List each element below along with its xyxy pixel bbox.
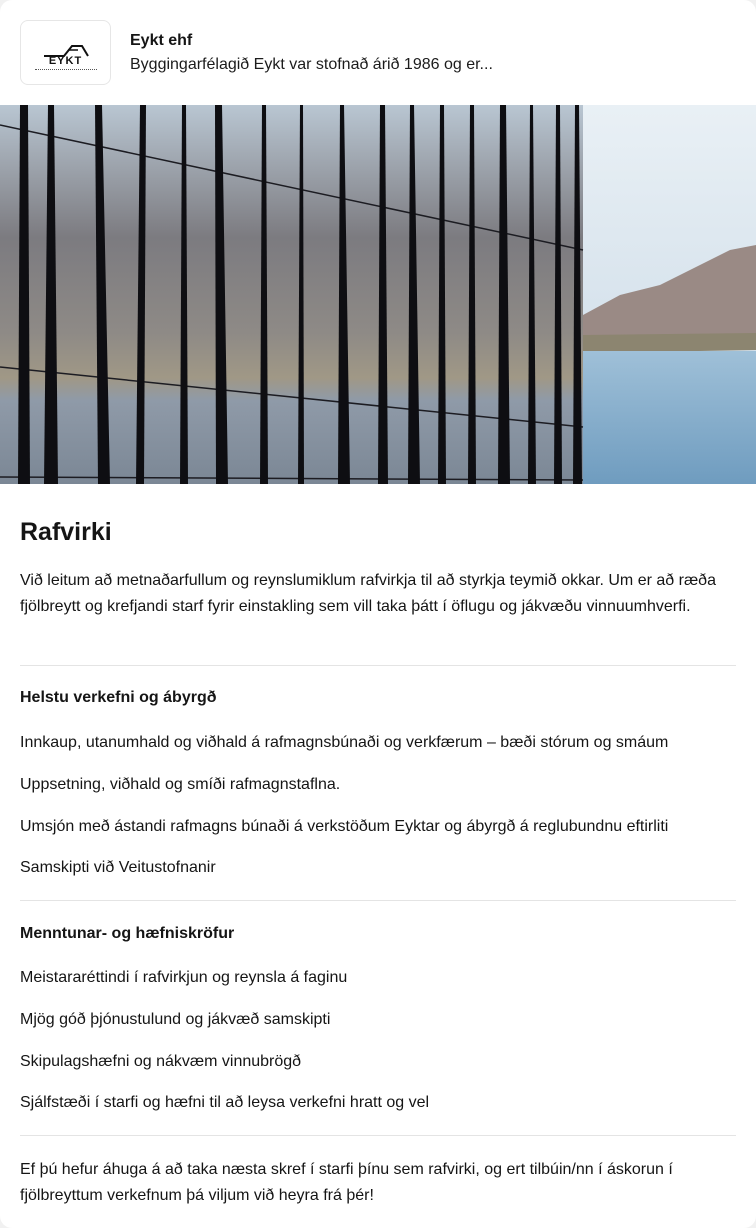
logo-wordmark: EYKT [48,55,83,67]
company-logo[interactable] [20,20,111,85]
company-header[interactable] [0,0,756,105]
job-title: Rafvirki [20,518,112,546]
company-description: Byggingarfélagið Eykt var stofnað árið 1986 og er... [130,56,493,73]
responsibility-item: Umsjón með ástandi rafmagns búnaði á verkstöðum Eyktar og ábyrgð á reglubundnu eftirliti [20,818,669,835]
section-divider [20,665,736,666]
responsibilities-heading: Helstu verkefni og ábyrgð [20,689,217,706]
responsibility-item: Samskipti við Veitustofnanir [20,859,216,876]
requirement-item: Mjög góð þjónustulund og jákvæð samskipti [20,1011,331,1028]
hero-image [0,105,756,484]
company-name[interactable]: Eykt ehf [130,32,193,49]
section-divider [20,1135,736,1136]
section-divider [20,900,736,901]
requirement-item: Meistararéttindi í rafvirkjun og reynsla á faginu [20,969,348,986]
job-intro: Við leitum að metnaðarfullum og reynslumiklum rafvirkja til að styrkja teymið okkar. Um er að ræða fjölbreytt og krefjandi starf fyrir einstakling sem vill taka þátt í öflugu og jákvæðu vinnuumhverfi. [20,572,716,615]
job-outro: Ef þú hefur áhuga á að taka næsta skref í starfi þínu sem rafvirki, og ert tilbúin/nn í áskorun í fjölbreyttum verkefnum þá viljum við heyra frá þér! [20,1161,673,1204]
logo-tagline [35,69,97,71]
building-reflection-icon [0,105,756,484]
responsibility-item: Innkaup, utanumhald og viðhald á rafmagnsbúnaði og verkfærum – bæði stórum og smáum [20,734,669,751]
requirement-item: Skipulagshæfni og nákvæm vinnubrögð [20,1053,302,1070]
requirement-item: Sjálfstæði í starfi og hæfni til að leysa verkefni hratt og vel [20,1094,430,1111]
responsibility-item: Uppsetning, viðhald og smíði rafmagnstaflna. [20,776,341,793]
requirements-heading: Menntunar- og hæfniskröfur [20,925,235,942]
